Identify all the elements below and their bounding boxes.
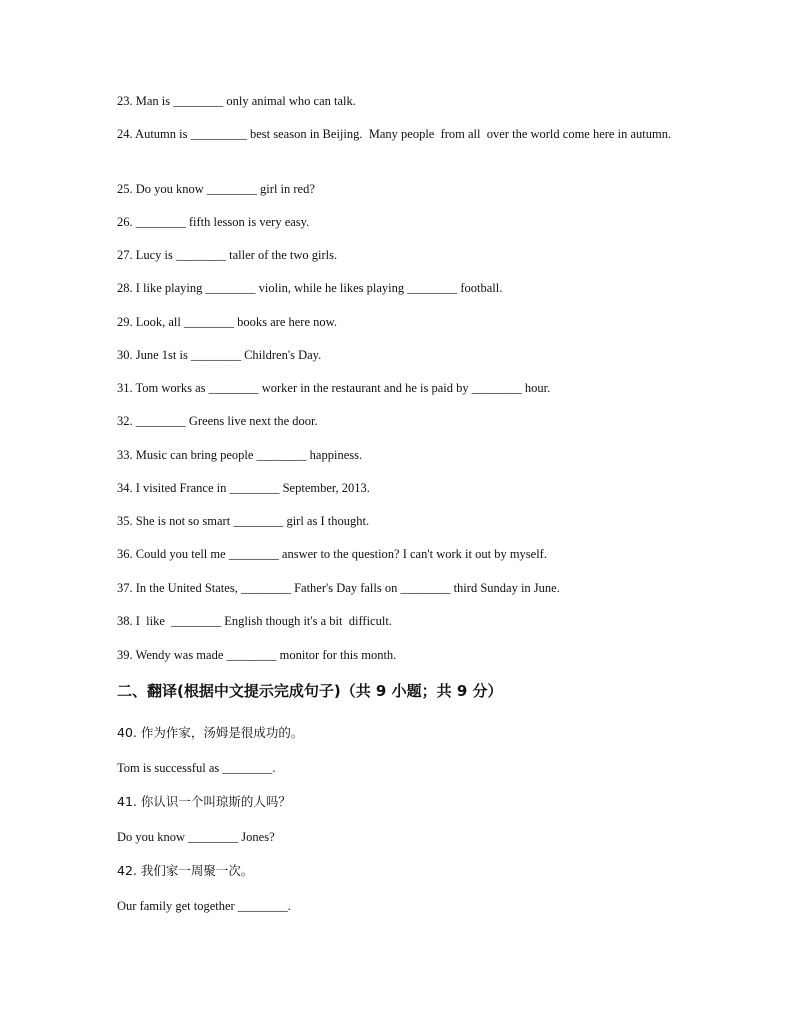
question-29: 29. Look, all ________ books are here now. xyxy=(117,315,337,329)
question-42-prompt: 42. 我们家一周聚一次。 xyxy=(117,863,254,878)
question-28: 28. I like playing ________ violin, while he likes playing ________ football. xyxy=(117,281,503,295)
question-31: 31. Tom works as ________ worker in the restaurant and he is paid by ________ hour. xyxy=(117,381,551,395)
question-37: 37. In the United States, ________ Father's Day falls on ________ third Sunday in June. xyxy=(117,581,560,595)
question-42-answer: Our family get together ________. xyxy=(117,899,291,913)
section-2-heading: 二、翻译(根据中文提示完成句子)（共 9 小题；共 9 分） xyxy=(117,682,503,700)
question-41-prompt: 41. 你认识一个叫琼斯的人吗？ xyxy=(117,794,291,809)
question-30: 30. June 1st is ________ Children's Day. xyxy=(117,348,322,362)
question-35: 35. She is not so smart ________ girl as I thought. xyxy=(117,514,370,528)
question-41-answer: Do you know ________ Jones? xyxy=(117,830,275,844)
question-33: 33. Music can bring people ________ happiness. xyxy=(117,448,363,462)
question-24: 24. Autumn is _________ best season in Beijing. Many people from all over the world come here in autumn. xyxy=(117,127,672,141)
question-34: 34. I visited France in ________ September, 2013. xyxy=(117,481,370,495)
question-23: 23. Man is ________ only animal who can talk. xyxy=(117,94,356,108)
question-27: 27. Lucy is ________ taller of the two girls. xyxy=(117,248,338,262)
question-39: 39. Wendy was made ________ monitor for this month. xyxy=(117,648,397,662)
question-25: 25. Do you know ________ girl in red? xyxy=(117,182,315,196)
question-38: 38. I like ________ English though it's a bit difficult. xyxy=(117,614,392,628)
question-36: 36. Could you tell me ________ answer to the question? I can't work it out by myself. xyxy=(117,547,547,561)
question-32: 32. ________ Greens live next the door. xyxy=(117,414,318,428)
question-26: 26. ________ fifth lesson is very easy. xyxy=(117,215,310,229)
question-40-prompt: 40. 作为作家，汤姆是很成功的。 xyxy=(117,725,304,740)
question-40-answer: Tom is successful as ________. xyxy=(117,761,276,775)
